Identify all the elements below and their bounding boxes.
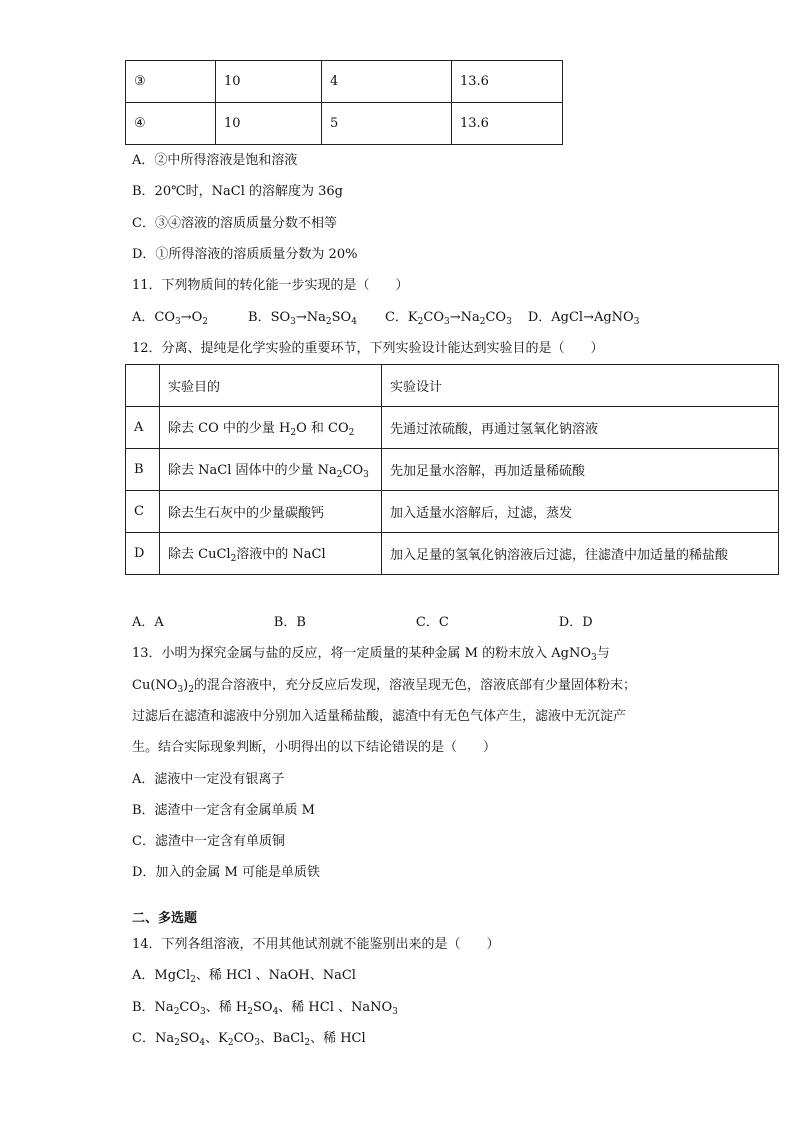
table-cell: 10 <box>216 61 322 103</box>
row-design: 加入足量的氢氧化钠溶液后过滤，往滤渣中加适量的稀盐酸 <box>382 533 779 575</box>
row-design: 先加足量水溶解，再加适量稀硫酸 <box>382 449 779 491</box>
table-row <box>126 449 779 491</box>
experiment-design-table <box>125 364 779 575</box>
table-cell: 13.6 <box>452 103 563 145</box>
row-purpose: 除去 CuCl$_2$溶液中的 NaCl <box>160 533 382 575</box>
table-row <box>126 533 779 575</box>
q14-stem: 14．下列各组溶液，不用其他试剂就不能鉴别出来的是（ ） <box>132 937 500 952</box>
q11-options <box>132 309 639 331</box>
table-row <box>126 491 779 533</box>
row-purpose: 除去 CO 中的少量 $H_2O$ 和 $CO_2$ <box>160 407 382 449</box>
q11-option-b: B．$SO_3\to Na_2SO_4$ <box>248 310 357 327</box>
table-header-design: 实验设计 <box>382 365 779 407</box>
q13-stem-line3: 过滤后在滤渣和滤液中分别加入适量稀盐酸，滤渣中有无色气体产生，滤液中无沉淀产 <box>132 709 627 724</box>
table-row <box>126 407 779 449</box>
row-label: C <box>126 491 160 533</box>
q13-stem-line2: $Cu(NO_3)_2$的混合溶液中，充分反应后发现，溶液呈现无色，溶液底部有少量固体粉末； <box>132 678 636 695</box>
section-heading: 二、多选题 <box>132 911 198 926</box>
row-purpose: 除去生石灰中的少量碳酸钙 <box>160 491 382 533</box>
q11-option-c: C．$K_2CO_3\to Na_2CO_3$ <box>384 310 512 327</box>
q11-option-d: D．AgCl→AgNO$_3$ <box>527 310 640 327</box>
q13-option-d: D．加入的金属 M 可能是单质铁 <box>132 865 320 880</box>
table-header-purpose: 实验目的 <box>160 365 382 407</box>
row-design: 加入适量水溶解后，过滤，蒸发 <box>382 491 779 533</box>
table-cell: 5 <box>322 103 452 145</box>
table-cell: ③ <box>126 61 216 103</box>
q12-option-b: B．B <box>273 615 306 630</box>
q12-option-a: A．A <box>132 615 164 630</box>
table-row <box>126 103 563 145</box>
q12-option-d: D．D <box>558 615 593 630</box>
table-cell: 13.6 <box>452 61 563 103</box>
q14-option-a: A．MgCl$_2$、稀 HCl 、NaOH、NaCl <box>132 968 356 985</box>
q11-option-a: A．$CO_3\to O_2$ <box>132 310 209 327</box>
q10-option-d: D．①所得溶液的溶质质量分数为 20% <box>132 247 358 262</box>
row-label: B <box>126 449 160 491</box>
q13-option-a: A．滤液中一定没有银离子 <box>132 772 285 787</box>
q12-options <box>132 614 593 632</box>
table-cell <box>126 365 160 407</box>
table-cell: 10 <box>216 103 322 145</box>
row-purpose: 除去 NaCl 固体中的少量 $Na_2CO_3$ <box>160 449 382 491</box>
q13-option-b: B．滤渣中一定含有金属单质 M <box>132 803 315 818</box>
row-label: D <box>126 533 160 575</box>
q12-stem: 12．分离、提纯是化学实验的重要环节，下列实验设计能达到实验目的是（ ） <box>132 341 604 356</box>
row-label: A <box>126 407 160 449</box>
q14-option-b: B．$Na_2CO_3$、稀 $H_2SO_4$、稀 HCl 、NaNO$_3$ <box>132 1000 398 1017</box>
table-cell: 4 <box>322 61 452 103</box>
q10-option-b: B．20℃时，NaCl 的溶解度为 36g <box>132 184 343 199</box>
q10-option-c: C．③④溶液的溶质质量分数不相等 <box>132 216 337 231</box>
q10-option-a: A．②中所得溶液是饱和溶液 <box>132 153 298 168</box>
q11-stem: 11．下列物质间的转化能一步实现的是（ ） <box>132 278 409 293</box>
q13-option-c: C．滤渣中一定含有单质铜 <box>132 834 285 849</box>
table-row <box>126 61 563 103</box>
row-design: 先通过浓硫酸，再通过氢氧化钠溶液 <box>382 407 779 449</box>
q12-option-c: C．C <box>415 615 449 630</box>
q13-stem-line1: 13．小明为探究金属与盐的反应，将一定质量的某种金属 M 的粉末放入 AgNO$_3$与 <box>132 646 610 663</box>
q13-stem-line4: 生。结合实际现象判断，小明得出的以下结论错误的是（ ） <box>132 740 497 755</box>
table-header-row <box>126 365 779 407</box>
solubility-data-table <box>125 60 563 145</box>
q14-option-c: C．$Na_2SO_4$、$K_2CO_3$、BaCl$_2$、稀 HCl <box>132 1031 366 1048</box>
table-cell: ④ <box>126 103 216 145</box>
